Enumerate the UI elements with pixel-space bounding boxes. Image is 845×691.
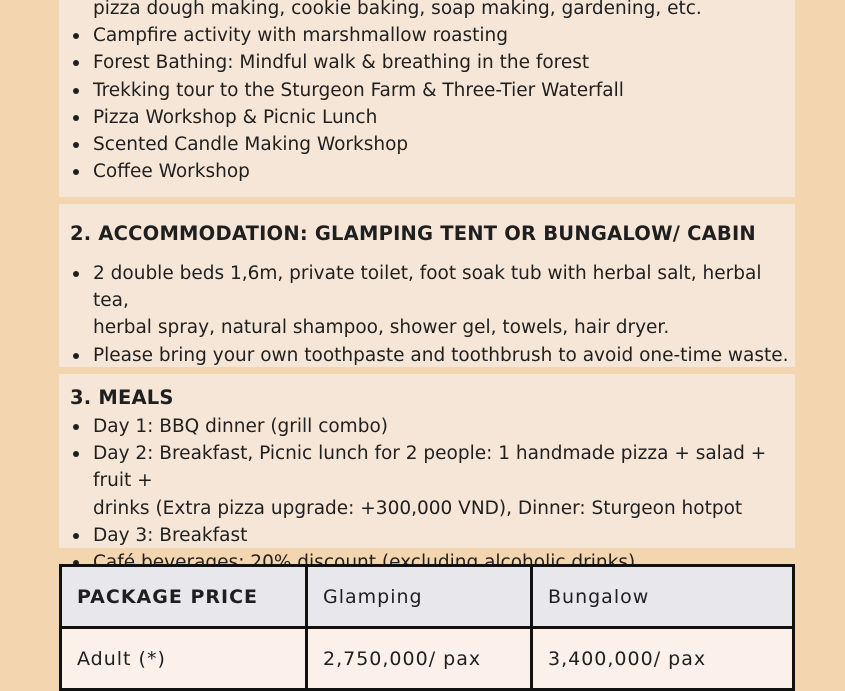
- activities-panel: [59, 0, 795, 197]
- list-item: 2 double beds 1,6m, private toilet, foot soak tub with herbal salt, herbal tea,: [59, 260, 795, 314]
- list-item: Forest Bathing: Mindful walk & breathing in the forest: [59, 49, 702, 76]
- list-item: Scented Candle Making Workshop: [59, 131, 702, 158]
- activities-list: [59, 0, 702, 185]
- accommodation-panel: [59, 204, 795, 367]
- price-table: [59, 564, 795, 691]
- list-item-continued: herbal spray, natural shampoo, shower gel, towels, hair dryer.: [93, 317, 670, 339]
- table-header-row: [61, 566, 794, 628]
- list-item-continued: drinks (Extra pizza upgrade: +300,000 VND), Dinner: Sturgeon hotpot: [93, 497, 743, 519]
- table-cell-label: Adult (*): [61, 628, 307, 690]
- table-header-package-price: PACKAGE PRICE: [61, 566, 307, 628]
- list-item: Coffee Workshop: [59, 158, 702, 185]
- accommodation-list: [59, 260, 795, 369]
- list-item: Please bring your own toothpaste and toothbrush to avoid one-time waste.: [59, 342, 795, 369]
- table-header-bungalow: Bungalow: [532, 566, 794, 628]
- list-item: Café beverages: 20% discount (excluding alcoholic drinks): [59, 549, 795, 576]
- list-item: Campfire activity with marshmallow roasting: [59, 22, 702, 49]
- table-header-glamping: Glamping: [307, 566, 532, 628]
- list-item: pizza dough making, cookie baking, soap making, gardening, etc.: [93, 0, 702, 19]
- section-title: 3. MEALS: [70, 386, 174, 409]
- list-item: Day 1: BBQ dinner (grill combo): [59, 413, 795, 440]
- meals-panel: [59, 374, 795, 574]
- section-title: 2. ACCOMMODATION: GLAMPING TENT OR BUNGALOW/ CABIN: [70, 222, 756, 245]
- table-cell-bungalow-price: 3,400,000/ pax: [532, 628, 794, 690]
- table-row: [61, 628, 794, 690]
- list-item: Trekking tour to the Sturgeon Farm & Three-Tier Waterfall: [59, 77, 702, 104]
- list-item: Pizza Workshop & Picnic Lunch: [59, 104, 702, 131]
- meals-list: [59, 413, 795, 576]
- table-cell-glamping-price: 2,750,000/ pax: [307, 628, 532, 690]
- list-item: Day 2: Breakfast, Picnic lunch for 2 people: 1 handmade pizza + salad + fruit +: [59, 440, 795, 494]
- list-item: Day 3: Breakfast: [59, 522, 795, 549]
